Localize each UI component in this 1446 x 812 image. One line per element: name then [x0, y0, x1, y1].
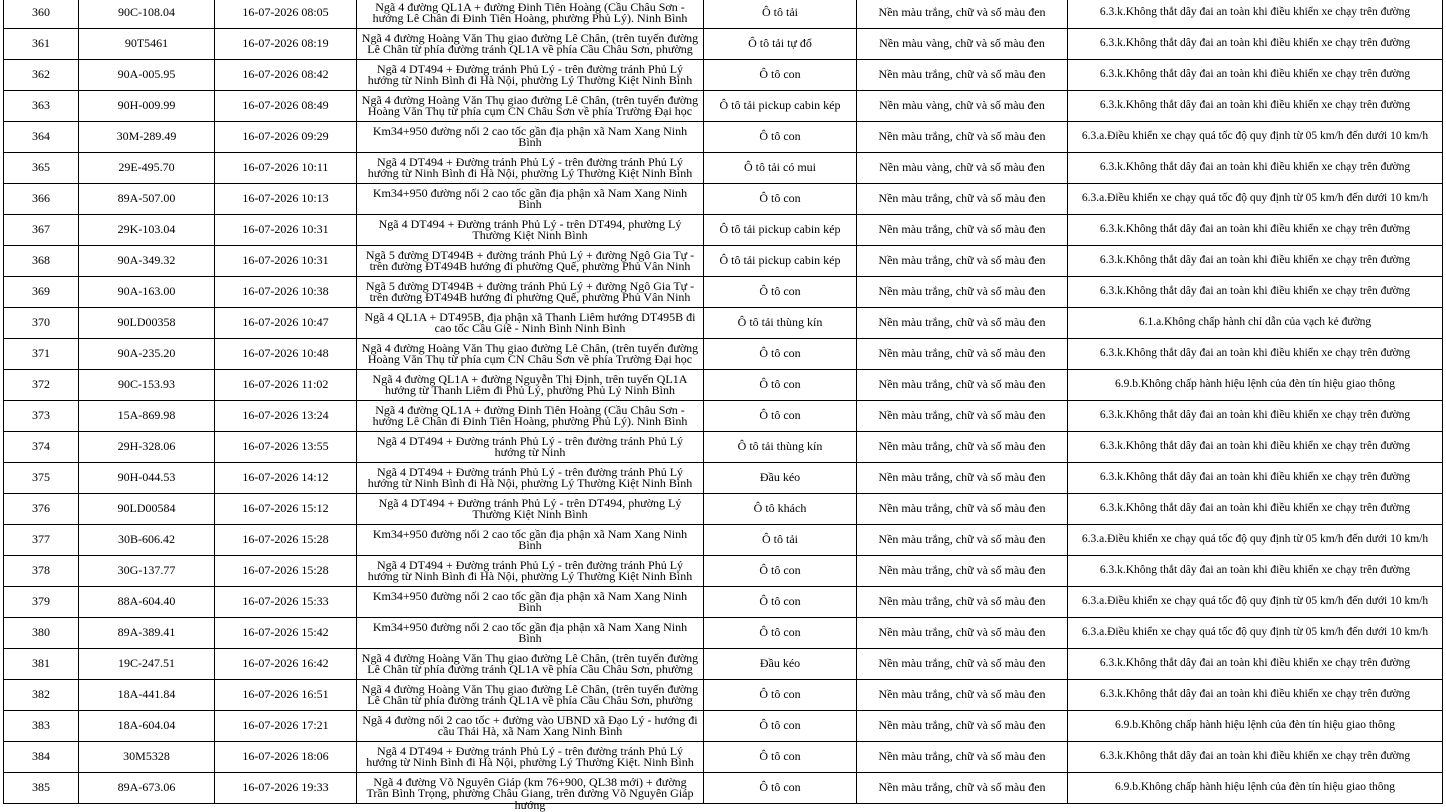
- location-text: Ngã 4 DT494 + Đường tránh Phủ Lý - trên DT494, phường Lý Thường Kiệt Ninh Bình: [378, 495, 682, 521]
- cell-violation: 6.3.k.Không thắt dây đai an toàn khi điều khiển xe chạy trên đường: [1068, 215, 1443, 246]
- table-row: [4, 587, 1443, 618]
- cell-timestamp: 16-07-2026 15:12: [215, 494, 357, 525]
- cell-location: [357, 556, 704, 587]
- cell-stt: 367: [4, 215, 79, 246]
- cell-plate-color: Nền màu trắng, chữ và số màu đen: [857, 618, 1068, 649]
- cell-violation: 6.3.k.Không thắt dây đai an toàn khi điều khiển xe chạy trên đường: [1068, 60, 1443, 91]
- cell-plate-color: Nền màu trắng, chữ và số màu đen: [857, 215, 1068, 246]
- cell-violation: 6.3.k.Không thắt dây đai an toàn khi điều khiển xe chạy trên đường: [1068, 246, 1443, 277]
- cell-violation: 6.3.k.Không thắt dây đai an toàn khi điều khiển xe chạy trên đường: [1068, 649, 1443, 680]
- table-row: [4, 153, 1443, 184]
- cell-plate-color: Nền màu trắng, chữ và số màu đen: [857, 0, 1068, 29]
- cell-plate-color: Nền màu trắng, chữ và số màu đen: [857, 370, 1068, 401]
- cell-license-plate: 90A-235.20: [79, 339, 215, 370]
- cell-license-plate: 90T5461: [79, 29, 215, 60]
- cell-violation: 6.3.a.Điều khiển xe chạy quá tốc độ quy định từ 05 km/h đến dưới 10 km/h: [1068, 122, 1443, 153]
- location-text: Km34+950 đường nối 2 cao tốc gần địa phận xã Nam Xang Ninh Bình: [372, 619, 688, 645]
- location-text: Ngã 4 đường Võ Nguyên Giáp (km 76+900, QL38 mới) + đường Trần Bình Trọng, phường Châu Giang, trên đường Võ Nguyên Giáp hướng: [366, 774, 694, 812]
- cell-timestamp: 16-07-2026 10:31: [215, 215, 357, 246]
- cell-timestamp: 16-07-2026 13:24: [215, 401, 357, 432]
- cell-timestamp: 16-07-2026 15:28: [215, 556, 357, 587]
- location-text: Km34+950 đường nối 2 cao tốc gần địa phận xã Nam Xang Ninh Bình: [372, 526, 688, 552]
- location-text: Km34+950 đường nối 2 cao tốc gần địa phận xã Nam Xang Ninh Bình: [372, 185, 688, 211]
- cell-location: [357, 122, 704, 153]
- cell-plate-color: Nền màu trắng, chữ và số màu đen: [857, 463, 1068, 494]
- cell-timestamp: 16-07-2026 11:02: [215, 370, 357, 401]
- cell-vehicle-type: Ô tô tải có mui: [704, 153, 857, 184]
- cell-violation: 6.3.k.Không thắt dây đai an toàn khi điều khiển xe chạy trên đường: [1068, 401, 1443, 432]
- cell-license-plate: 90H-009.99: [79, 91, 215, 122]
- table-row: [4, 680, 1443, 711]
- cell-timestamp: 16-07-2026 10:31: [215, 246, 357, 277]
- table-row: [4, 246, 1443, 277]
- cell-stt: 361: [4, 29, 79, 60]
- location-text: Ngã 4 DT494 + Đường tránh Phủ Lý - trên đường tránh Phủ Lý hướng từ Ninh Bình đi Hà Nội, phường Lý Thường Kiệt Ninh Bình: [367, 557, 693, 583]
- cell-stt: 366: [4, 184, 79, 215]
- cell-stt: 360: [4, 0, 79, 29]
- cell-plate-color: Nền màu trắng, chữ và số màu đen: [857, 494, 1068, 525]
- cell-location: [357, 742, 704, 773]
- cell-violation: 6.3.a.Điều khiển xe chạy quá tốc độ quy định từ 05 km/h đến dưới 10 km/h: [1068, 618, 1443, 649]
- table-row: [4, 91, 1443, 122]
- cell-license-plate: 18A-604.04: [79, 711, 215, 742]
- location-text: Ngã 4 đường Hoàng Văn Thụ giao đường Lê Chân, (trên tuyến đường Lê Chân từ phía đường tránh QL1A về phía Cầu Châu Sơn, phường: [361, 650, 699, 676]
- cell-license-plate: 90LD00584: [79, 494, 215, 525]
- cell-stt: 362: [4, 60, 79, 91]
- cell-vehicle-type: Ô tô tải: [704, 0, 857, 29]
- cell-vehicle-type: Ô tô con: [704, 711, 857, 742]
- location-text: Ngã 4 DT494 + Đường tránh Phủ Lý - trên DT494, phường Lý Thường Kiệt Ninh Bình: [378, 216, 682, 242]
- location-text: Ngã 4 DT494 + Đường tránh Phủ Lý - trên đường tránh Phủ Lý hướng từ Ninh Bình đi Hà Nội, phường Lý Thường Kiệt. Ninh Bình: [366, 743, 694, 769]
- cell-location: [357, 587, 704, 618]
- cell-plate-color: Nền màu trắng, chữ và số màu đen: [857, 246, 1068, 277]
- cell-violation: 6.9.b.Không chấp hành hiệu lệnh của đèn tín hiệu giao thông: [1068, 711, 1443, 742]
- cell-violation: 6.3.k.Không thắt dây đai an toàn khi điều khiển xe chạy trên đường: [1068, 432, 1443, 463]
- location-text: Ngã 4 đường QL1A + đường Nguyễn Thị Định, trên tuyến QL1A hướng từ Thanh Liêm đi Phủ Lý, phường Phủ Lý Ninh Bình: [372, 371, 688, 397]
- cell-vehicle-type: Ô tô con: [704, 773, 857, 804]
- cell-license-plate: 30B-606.42: [79, 525, 215, 556]
- cell-license-plate: 15A-869.98: [79, 401, 215, 432]
- table-row: [4, 277, 1443, 308]
- cell-vehicle-type: Ô tô con: [704, 587, 857, 618]
- cell-stt: 372: [4, 370, 79, 401]
- cell-violation: 6.3.k.Không thắt dây đai an toàn khi điều khiển xe chạy trên đường: [1068, 0, 1443, 29]
- cell-timestamp: 16-07-2026 09:29: [215, 122, 357, 153]
- cell-license-plate: 90LD00358: [79, 308, 215, 339]
- cell-stt: 377: [4, 525, 79, 556]
- cell-stt: 364: [4, 122, 79, 153]
- table-row: [4, 215, 1443, 246]
- table-row: [4, 339, 1443, 370]
- table-row: [4, 184, 1443, 215]
- cell-plate-color: Nền màu trắng, chữ và số màu đen: [857, 742, 1068, 773]
- cell-plate-color: Nền màu vàng, chữ và số màu đen: [857, 153, 1068, 184]
- cell-plate-color: Nền màu trắng, chữ và số màu đen: [857, 122, 1068, 153]
- cell-vehicle-type: Ô tô con: [704, 401, 857, 432]
- cell-timestamp: 16-07-2026 15:33: [215, 587, 357, 618]
- cell-plate-color: Nền màu trắng, chữ và số màu đen: [857, 649, 1068, 680]
- cell-license-plate: 90H-044.53: [79, 463, 215, 494]
- cell-vehicle-type: Ô tô con: [704, 742, 857, 773]
- cell-plate-color: Nền màu trắng, chữ và số màu đen: [857, 339, 1068, 370]
- cell-vehicle-type: Ô tô tải thùng kín: [704, 308, 857, 339]
- cell-location: [357, 432, 704, 463]
- cell-license-plate: 89A-673.06: [79, 773, 215, 804]
- cell-location: [357, 773, 704, 812]
- cell-violation: 6.3.k.Không thắt dây đai an toàn khi điều khiển xe chạy trên đường: [1068, 680, 1443, 711]
- cell-license-plate: 30M5328: [79, 742, 215, 773]
- cell-location: [357, 339, 704, 370]
- cell-location: [357, 463, 704, 494]
- cell-violation: 6.3.k.Không thắt dây đai an toàn khi điều khiển xe chạy trên đường: [1068, 556, 1443, 587]
- cell-vehicle-type: Ô tô tải thùng kín: [704, 432, 857, 463]
- cell-violation: 6.3.k.Không thắt dây đai an toàn khi điều khiển xe chạy trên đường: [1068, 742, 1443, 773]
- location-text: Ngã 4 đường Hoàng Văn Thụ giao đường Lê Chân, (trên tuyến đường Hoàng Văn Thụ từ phía cụm CN Châu Sơn về phía Trường Đại học: [361, 92, 699, 118]
- cell-location: [357, 308, 704, 339]
- cell-stt: 382: [4, 680, 79, 711]
- table-row: [4, 122, 1443, 153]
- location-text: Ngã 4 DT494 + Đường tránh Phủ Lý - trên đường tránh Phủ Lý hướng từ Ninh Bình đi Hà Nội, phường Lý Thường Kiệt Ninh Bình: [367, 154, 693, 180]
- cell-stt: 375: [4, 463, 79, 494]
- cell-violation: 6.3.a.Điều khiển xe chạy quá tốc độ quy định từ 05 km/h đến dưới 10 km/h: [1068, 184, 1443, 215]
- cell-plate-color: Nền màu trắng, chữ và số màu đen: [857, 680, 1068, 711]
- cell-stt: 381: [4, 649, 79, 680]
- cell-license-plate: 18A-441.84: [79, 680, 215, 711]
- cell-vehicle-type: Ô tô tải: [704, 525, 857, 556]
- table-row: [4, 29, 1443, 60]
- table-row: [4, 742, 1443, 773]
- cell-plate-color: Nền màu trắng, chữ và số màu đen: [857, 60, 1068, 91]
- cell-plate-color: Nền màu trắng, chữ và số màu đen: [857, 308, 1068, 339]
- location-text: Ngã 4 đường Hoàng Văn Thụ giao đường Lê Chân, (trên tuyến đường Lê Chân từ phía đường tránh QL1A về phía Cầu Châu Sơn, phường: [361, 30, 699, 56]
- cell-plate-color: Nền màu vàng, chữ và số màu đen: [857, 29, 1068, 60]
- cell-vehicle-type: Ô tô con: [704, 370, 857, 401]
- cell-violation: 6.3.k.Không thắt dây đai an toàn khi điều khiển xe chạy trên đường: [1068, 277, 1443, 308]
- cell-timestamp: 16-07-2026 15:28: [215, 525, 357, 556]
- cell-location: [357, 525, 704, 556]
- cell-stt: 379: [4, 587, 79, 618]
- cell-license-plate: 90C-153.93: [79, 370, 215, 401]
- cell-violation: 6.3.k.Không thắt dây đai an toàn khi điều khiển xe chạy trên đường: [1068, 339, 1443, 370]
- cell-violation: 6.3.a.Điều khiển xe chạy quá tốc độ quy định từ 05 km/h đến dưới 10 km/h: [1068, 525, 1443, 556]
- cell-location: [357, 91, 704, 122]
- cell-timestamp: 16-07-2026 13:55: [215, 432, 357, 463]
- cell-timestamp: 16-07-2026 08:49: [215, 91, 357, 122]
- cell-timestamp: 16-07-2026 16:42: [215, 649, 357, 680]
- cell-location: [357, 711, 704, 742]
- cell-timestamp: 16-07-2026 18:06: [215, 742, 357, 773]
- cell-vehicle-type: Ô tô khách: [704, 494, 857, 525]
- cell-license-plate: 90C-108.04: [79, 0, 215, 29]
- cell-license-plate: 29K-103.04: [79, 215, 215, 246]
- cell-timestamp: 16-07-2026 08:05: [215, 0, 357, 29]
- location-text: Ngã 4 DT494 + Đường tránh Phủ Lý - trên đường tránh Phủ Lý hướng từ Ninh: [376, 433, 684, 459]
- cell-violation: 6.3.k.Không thắt dây đai an toàn khi điều khiển xe chạy trên đường: [1068, 153, 1443, 184]
- cell-vehicle-type: Ô tô con: [704, 122, 857, 153]
- table-row: [4, 649, 1443, 680]
- cell-location: [357, 649, 704, 680]
- cell-vehicle-type: Ô tô con: [704, 60, 857, 91]
- location-text: Ngã 4 đường Hoàng Văn Thụ giao đường Lê Chân, (trên tuyến đường Hoàng Văn Thụ từ phía cụm CN Châu Sơn về phía Trường Đại học: [361, 340, 699, 366]
- cell-violation: 6.3.k.Không thắt dây đai an toàn khi điều khiển xe chạy trên đường: [1068, 463, 1443, 494]
- cell-location: [357, 370, 704, 401]
- cell-violation: 6.9.b.Không chấp hành hiệu lệnh của đèn tín hiệu giao thông: [1068, 773, 1443, 804]
- cell-violation: 6.3.k.Không thắt dây đai an toàn khi điều khiển xe chạy trên đường: [1068, 29, 1443, 60]
- cell-stt: 371: [4, 339, 79, 370]
- cell-license-plate: 29E-495.70: [79, 153, 215, 184]
- cell-location: [357, 277, 704, 308]
- cell-location: [357, 401, 704, 432]
- location-text: Ngã 4 đường Hoàng Văn Thụ giao đường Lê Chân, (trên tuyến đường Lê Chân từ phía đường tránh QL1A về phía Cầu Châu Sơn, phường: [361, 681, 699, 707]
- cell-plate-color: Nền màu trắng, chữ và số màu đen: [857, 432, 1068, 463]
- cell-stt: 380: [4, 618, 79, 649]
- cell-timestamp: 16-07-2026 08:42: [215, 60, 357, 91]
- cell-license-plate: 89A-389.41: [79, 618, 215, 649]
- table-row: [4, 525, 1443, 556]
- cell-location: [357, 60, 704, 91]
- cell-vehicle-type: Ô tô tải tự đổ: [704, 29, 857, 60]
- cell-location: [357, 29, 704, 60]
- cell-stt: 373: [4, 401, 79, 432]
- location-text: Km34+950 đường nối 2 cao tốc gần địa phận xã Nam Xang Ninh Bình: [372, 123, 688, 149]
- cell-stt: 378: [4, 556, 79, 587]
- location-text: Ngã 4 đường nối 2 cao tốc + đường vào UBND xã Đạo Lý - hướng đi cầu Thái Hà, xã Nam Xang Ninh Bình: [362, 712, 698, 738]
- cell-location: [357, 680, 704, 711]
- cell-vehicle-type: Ô tô con: [704, 680, 857, 711]
- cell-plate-color: Nền màu vàng, chữ và số màu đen: [857, 91, 1068, 122]
- cell-stt: 384: [4, 742, 79, 773]
- cell-timestamp: 16-07-2026 10:48: [215, 339, 357, 370]
- cell-location: [357, 0, 704, 29]
- location-text: Ngã 4 QL1A + DT495B, địa phận xã Thanh Liêm hướng DT495B đi cao tốc Cầu Giẽ - Ninh Bình Ninh Bình: [364, 309, 696, 335]
- cell-violation: 6.9.b.Không chấp hành hiệu lệnh của đèn tín hiệu giao thông: [1068, 370, 1443, 401]
- violations-table: [3, 0, 1443, 812]
- cell-location: [357, 246, 704, 277]
- cell-plate-color: Nền màu trắng, chữ và số màu đen: [857, 711, 1068, 742]
- cell-license-plate: 90A-349.32: [79, 246, 215, 277]
- cell-vehicle-type: Đầu kéo: [704, 649, 857, 680]
- cell-location: [357, 215, 704, 246]
- table-row: [4, 432, 1443, 463]
- cell-plate-color: Nền màu trắng, chữ và số màu đen: [857, 184, 1068, 215]
- table-row: [4, 0, 1443, 29]
- cell-license-plate: 30M-289.49: [79, 122, 215, 153]
- table-row: [4, 463, 1443, 494]
- location-text: Ngã 5 đường DT494B + đường tránh Phủ Lý + đường Ngô Gia Tự - trên đường ĐT494B hướng đi phường Quế, phường Phủ Vân Ninh: [365, 247, 695, 273]
- location-text: Ngã 4 DT494 + Đường tránh Phủ Lý - trên đường tránh Phủ Lý hướng từ Ninh Bình đi Hà Nội, phường Lý Thường Kiệt Ninh Bình: [367, 464, 693, 490]
- cell-license-plate: 88A-604.40: [79, 587, 215, 618]
- cell-vehicle-type: Ô tô tải pickup cabin kép: [704, 215, 857, 246]
- cell-timestamp: 16-07-2026 15:42: [215, 618, 357, 649]
- cell-timestamp: 16-07-2026 17:21: [215, 711, 357, 742]
- cell-violation: 6.1.a.Không chấp hành chỉ dẫn của vạch kẻ đường: [1068, 308, 1443, 339]
- cell-vehicle-type: Ô tô tải pickup cabin kép: [704, 246, 857, 277]
- cell-stt: 376: [4, 494, 79, 525]
- cell-location: [357, 184, 704, 215]
- table-row: [4, 60, 1443, 91]
- cell-vehicle-type: Ô tô tải pickup cabin kép: [704, 91, 857, 122]
- table-row: [4, 711, 1443, 742]
- table-row: [4, 494, 1443, 525]
- violations-table-body: [4, 0, 1443, 812]
- cell-license-plate: 89A-507.00: [79, 184, 215, 215]
- cell-timestamp: 16-07-2026 10:13: [215, 184, 357, 215]
- cell-timestamp: 16-07-2026 10:38: [215, 277, 357, 308]
- cell-timestamp: 16-07-2026 10:11: [215, 153, 357, 184]
- cell-timestamp: 16-07-2026 08:19: [215, 29, 357, 60]
- location-text: Ngã 4 đường QL1A + đường Đinh Tiên Hoàng (Cầu Châu Sơn - hướng Lê Chân đi Đinh Tiên Hoàng, phường Phủ Lý). Ninh Bình: [372, 402, 688, 428]
- cell-vehicle-type: Đầu kéo: [704, 463, 857, 494]
- location-text: Ngã 5 đường DT494B + đường tránh Phủ Lý + đường Ngô Gia Tự - trên đường ĐT494B hướng đi phường Quế, phường Phủ Vân Ninh: [365, 278, 695, 304]
- cell-timestamp: 16-07-2026 10:47: [215, 308, 357, 339]
- cell-stt: 374: [4, 432, 79, 463]
- location-text: Km34+950 đường nối 2 cao tốc gần địa phận xã Nam Xang Ninh Bình: [372, 588, 688, 614]
- cell-violation: 6.3.k.Không thắt dây đai an toàn khi điều khiển xe chạy trên đường: [1068, 91, 1443, 122]
- cell-plate-color: Nền màu trắng, chữ và số màu đen: [857, 277, 1068, 308]
- cell-timestamp: 16-07-2026 14:12: [215, 463, 357, 494]
- cell-license-plate: 90A-163.00: [79, 277, 215, 308]
- cell-stt: 368: [4, 246, 79, 277]
- table-row: [4, 401, 1443, 432]
- cell-stt: 365: [4, 153, 79, 184]
- location-text: Ngã 4 đường QL1A + đường Đinh Tiên Hoàng (Cầu Châu Sơn - hướng Lê Chân đi Đinh Tiên Hoàng, phường Phủ Lý). Ninh Bình: [372, 0, 688, 25]
- cell-stt: 363: [4, 91, 79, 122]
- table-row: [4, 308, 1443, 339]
- table-row: [4, 773, 1443, 804]
- cell-stt: 370: [4, 308, 79, 339]
- cell-plate-color: Nền màu trắng, chữ và số màu đen: [857, 556, 1068, 587]
- cell-plate-color: Nền màu trắng, chữ và số màu đen: [857, 401, 1068, 432]
- cell-violation: 6.3.a.Điều khiển xe chạy quá tốc độ quy định từ 05 km/h đến dưới 10 km/h: [1068, 587, 1443, 618]
- location-text: Ngã 4 DT494 + Đường tránh Phủ Lý - trên đường tránh Phủ Lý hướng từ Ninh Bình đi Hà Nội, phường Lý Thường Kiệt Ninh Bình: [367, 61, 693, 87]
- cell-plate-color: Nền màu trắng, chữ và số màu đen: [857, 525, 1068, 556]
- table-row: [4, 618, 1443, 649]
- cell-vehicle-type: Ô tô con: [704, 339, 857, 370]
- cell-license-plate: 29H-328.06: [79, 432, 215, 463]
- cell-timestamp: 16-07-2026 16:51: [215, 680, 357, 711]
- cell-plate-color: Nền màu trắng, chữ và số màu đen: [857, 773, 1068, 804]
- cell-timestamp: 16-07-2026 19:33: [215, 773, 357, 804]
- cell-license-plate: 30G-137.77: [79, 556, 215, 587]
- cell-location: [357, 618, 704, 649]
- cell-vehicle-type: Ô tô con: [704, 184, 857, 215]
- cell-vehicle-type: Ô tô con: [704, 556, 857, 587]
- table-row: [4, 370, 1443, 401]
- cell-stt: 369: [4, 277, 79, 308]
- cell-location: [357, 494, 704, 525]
- cell-license-plate: 90A-005.95: [79, 60, 215, 91]
- cell-vehicle-type: Ô tô con: [704, 618, 857, 649]
- cell-location: [357, 153, 704, 184]
- table-row: [4, 556, 1443, 587]
- cell-license-plate: 19C-247.51: [79, 649, 215, 680]
- cell-stt: 385: [4, 773, 79, 804]
- cell-violation: 6.3.k.Không thắt dây đai an toàn khi điều khiển xe chạy trên đường: [1068, 494, 1443, 525]
- cell-stt: 383: [4, 711, 79, 742]
- cell-plate-color: Nền màu trắng, chữ và số màu đen: [857, 587, 1068, 618]
- cell-vehicle-type: Ô tô con: [704, 277, 857, 308]
